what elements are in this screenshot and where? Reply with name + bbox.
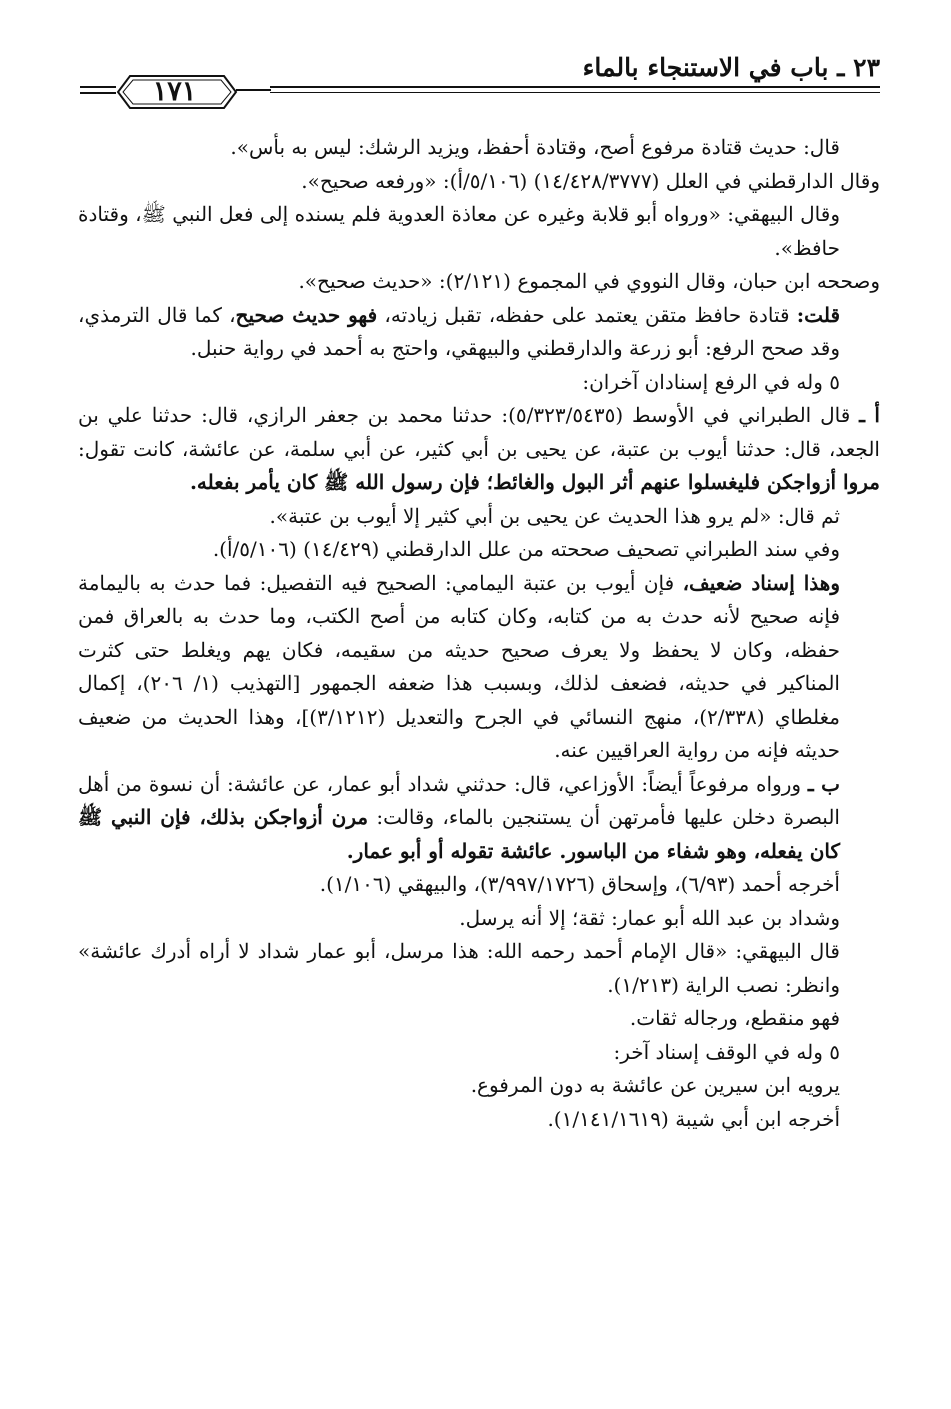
paragraph: ثم قال: «لم يرو هذا الحديث عن يحيى بن أبي كثير إلا أيوب بن عتبة». <box>269 503 840 528</box>
paragraph: وشداد بن عبد الله أبو عمار: ثقة؛ إلا أنه يرسل. <box>459 905 840 930</box>
header-rule-thick <box>270 86 880 88</box>
paragraph: وفي سند الطبراني تصحيف صححته من علل الدارقطني (١٤/٤٢٩) (٥/١٠٦/أ). <box>212 537 840 561</box>
paragraph: وقال الدارقطني في العلل (١٤/٤٢٨/٣٧٧٧) (٥/١٠٦/أ): «ورفعه صحيح». <box>301 168 880 193</box>
paragraph: قال البيهقي: «قال الإمام أحمد رحمه الله: هذا مرسل، أبو عمار شداد لا أراه أدرك عائشة» وانظر: نصب الراية (١/٢١٣). <box>78 939 840 997</box>
paragraph <box>78 567 880 768</box>
text-run: قتادة حافظ متقن يعتمد على حفظه، تقبل زيادته، <box>377 302 797 327</box>
paragraph: أخرجه أحمد (٦/٩٣)، وإسحاق (٣/٩٩٧/١٧٢٦)، والبيهقي (١/١٠٦). <box>319 872 840 896</box>
page-body <box>78 131 880 1136</box>
paragraph: ٥ وله في الوقف إسناد آخر: <box>613 1039 840 1064</box>
paragraph: ٥ وله في الرفع إسنادان آخران: <box>582 369 840 394</box>
paragraph <box>78 299 880 366</box>
text-run: فإن أيوب بن عتبة اليمامي: الصحيح فيه التفصيل: فما حدث به باليمامة فإنه صحيح لأنه حدث به من كتابه، وكان كتابه من أصح الكتب، وما حدث به بالعراق فمن حفظه، وكان لا يحفظ ولا يعرف صحيح حديثه من سقيمه، فكان يهم ويغلط حتى كثرت المناكير في حديثه، فضعف لذلك، وبسبب هذا ضعفه الجمهور [التهذيب (١/ ٢٠٦)، إكمال مغلطاي (٢/٣٣٨)، منهج النسائي في الجرح والتعديل (٣/١٢١٢)]، وهذا الحديث من ضعيف حديثه فإنه من رواية العراقيين عنه. <box>78 570 840 762</box>
text-run: ورواه مرفوعاً أيضاً: الأوزاعي، قال: حدثني شداد أبو عمار، عن عائشة: أن نسوة من أهل البصرة دخلن عليها فأمرتهن أن يستنجين بالماء، وقالت: <box>78 771 840 829</box>
bold-text: فهو حديث صحيح <box>235 302 378 327</box>
paragraph <box>78 399 880 500</box>
page-header <box>78 48 880 122</box>
bold-label: قلت: <box>796 302 840 327</box>
bold-label: ب ـ <box>807 771 840 796</box>
paragraph: فهو منقطع، ورجاله ثقات. <box>629 1006 840 1030</box>
text-run: ، كما قال الترمذي، وقد صحح الرفع: أبو زرعة والدارقطني والبيهقي، واحتج به أحمد في رواية حنبل. <box>78 302 840 360</box>
paragraph <box>78 768 880 869</box>
paragraph: قال: حديث قتادة مرفوع أصح، وقتادة أحفظ، ويزيد الرشك: ليس به بأس». <box>230 135 840 159</box>
text-run: قال الطبراني في الأوسط (٥/٣٢٣/٥٤٣٥): حدثنا محمد بن جعفر الرازي، قال: حدثنا علي بن الجعد، قال: حدثنا أيوب بن عتبة، عن يحيى بن أبي كثير، عن أبي سلمة، عن عائشة، كانت تقول: <box>78 403 880 461</box>
bold-label: أ ـ <box>859 403 880 427</box>
page-number: ١٧١ <box>152 76 197 107</box>
bold-label: وهذا إسناد ضعيف، <box>682 570 840 595</box>
chapter-title: ٢٣ ـ باب في الاستنجاء بالماء <box>582 53 880 82</box>
bold-text: مروا أزواجكن فليغسلوا عنهم أثر البول والغائط؛ فإن رسول الله ﷺ كان يأمر بفعله. <box>189 470 880 494</box>
page-number-ornament <box>78 72 271 112</box>
paragraph: أخرجه ابن أبي شيبة (١/١٤١/١٦١٩). <box>547 1106 840 1131</box>
bold-text: مرن أزواجكن بذلك، فإن النبي ﷺ كان يفعله، وهو شفاء من الباسور. عائشة تقوله أو أبو عمار. <box>78 805 840 863</box>
paragraph: وصححه ابن حبان، وقال النووي في المجموع (٢/١٢١): «حديث صحيح». <box>298 269 880 293</box>
paragraph: يرويه ابن سيرين عن عائشة به دون المرفوع. <box>470 1073 840 1097</box>
header-rule-thin <box>270 92 880 93</box>
paragraph: وقال البيهقي: «ورواه أبو قلابة وغيره عن معاذة العدوية فلم يسنده إلى فعل النبي ﷺ، وقتادة حافظ». <box>78 202 840 260</box>
